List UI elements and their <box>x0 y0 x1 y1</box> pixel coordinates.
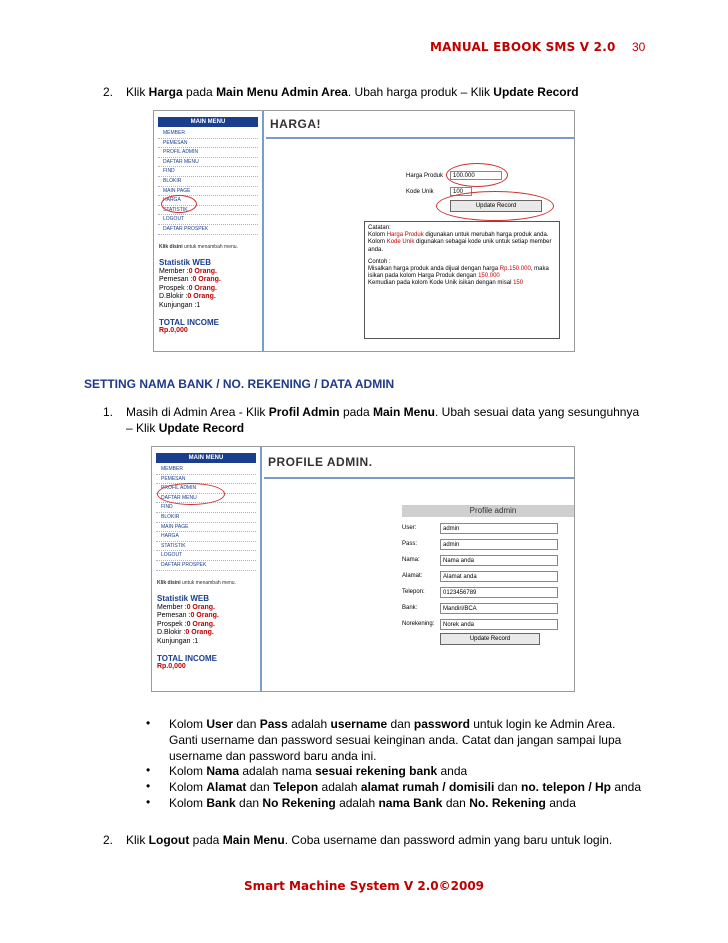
bullet-user-pass-line2: Ganti username dan password sesuai keinginan anda. Catat dan jangan sampai lupa <box>169 733 622 747</box>
harga-produk-label: Harga Produk <box>406 173 444 179</box>
stat-label: D.Blokir : <box>157 629 186 637</box>
text-fragment: dan <box>442 796 470 810</box>
kode-unik-label: Kode Unik <box>406 189 434 195</box>
text-fragment: Harga Produk <box>386 232 424 239</box>
text-fragment: username <box>330 717 388 731</box>
menu-item[interactable]: DAFTAR PROSPEK <box>156 561 256 571</box>
stat-line <box>159 293 257 302</box>
text-fragment: anda <box>610 780 642 794</box>
bullet-nama <box>169 763 467 779</box>
field-label: User: <box>402 525 417 531</box>
stat-value: 1 <box>194 637 199 645</box>
main-menu-heading: MAIN MENU <box>156 453 256 463</box>
stat-label: Kunjungan : <box>157 637 195 645</box>
add-menu-note <box>159 244 257 250</box>
main-menu-heading: MAIN MENU <box>158 117 258 127</box>
stat-value: 0 Orang. <box>185 629 214 637</box>
text-fragment: Kolom <box>368 232 387 239</box>
text-fragment: Telepon <box>273 780 319 794</box>
profile-admin-screenshot <box>151 446 575 692</box>
stat-value: 0 Orang. <box>192 276 221 284</box>
text-fragment: Pass <box>259 717 288 731</box>
bullet-alamat-telepon <box>169 779 641 795</box>
menu-item[interactable]: MAIN PAGE <box>156 523 256 533</box>
panel-divider <box>266 137 574 139</box>
menu-item[interactable]: DAFTAR MENU <box>158 158 258 168</box>
total-income-value: Rp.0,000 <box>157 663 186 671</box>
text-fragment: Masih di Admin Area - Klik <box>126 405 269 419</box>
text-fragment: Main Menu <box>373 405 435 419</box>
menu-item[interactable]: LOGOUT <box>158 215 258 225</box>
section-heading: SETTING NAMA BANK / NO. REKENING / DATA ADMIN <box>84 377 395 391</box>
text-fragment: No Rekening <box>262 796 336 810</box>
text-fragment: Klik <box>126 833 149 847</box>
text-fragment: Logout <box>148 833 190 847</box>
text-fragment: pada <box>339 405 373 419</box>
text-fragment: – Klik <box>126 421 159 435</box>
page-header <box>0 40 728 60</box>
text-fragment: dan <box>233 717 260 731</box>
menu-item[interactable]: PEMESAN <box>156 475 256 485</box>
step-logout-number: 2. <box>103 833 114 847</box>
text-fragment: Alamat <box>206 780 247 794</box>
text-fragment: anda <box>545 796 576 810</box>
menu-item[interactable]: STATISTIK <box>158 206 258 216</box>
stat-label: Member : <box>159 267 189 275</box>
note-line <box>368 232 556 239</box>
menu-item[interactable]: FIND <box>156 503 256 513</box>
text-fragment: Kolom <box>169 717 207 731</box>
nama-input[interactable]: Nama anda <box>440 555 558 566</box>
text-fragment: , maka isikan pada kolom Harga Produk dengan <box>368 266 549 280</box>
norekening-input[interactable]: Norek anda <box>440 619 558 630</box>
stat-title: Statistik WEB <box>157 593 210 603</box>
text-fragment: User <box>206 717 234 731</box>
text-fragment: adalah <box>335 796 379 810</box>
menu-item[interactable]: MEMBER <box>156 465 256 475</box>
stat-line <box>159 302 257 311</box>
highlight-circle <box>157 483 225 505</box>
bullet-dot: • <box>146 763 151 777</box>
stat-label: Kunjungan : <box>159 301 197 309</box>
total-income-title: TOTAL INCOME <box>159 318 219 328</box>
menu-item-profil-admin[interactable]: PROFIL ADMIN <box>156 484 256 494</box>
step-harga-number: 2. <box>103 85 114 99</box>
text-fragment: untuk login ke Admin Area. <box>469 717 616 731</box>
profile-form-title: Profile admin <box>402 505 575 517</box>
stat-line <box>157 629 255 638</box>
text-fragment: no. telepon / Hp <box>520 780 611 794</box>
text-fragment: dan <box>246 780 274 794</box>
page-number: 30 <box>632 40 646 54</box>
text-fragment: dan <box>235 796 263 810</box>
bullet-user-pass-line1 <box>169 716 645 732</box>
total-income-title: TOTAL INCOME <box>157 654 217 664</box>
menu-item[interactable]: DAFTAR MENU <box>156 494 256 504</box>
field-label: Pass: <box>402 541 418 547</box>
text-fragment: pada <box>189 833 223 847</box>
text-fragment: digunakan untuk merubah harga produk anda. <box>423 232 549 239</box>
stat-line <box>159 285 257 294</box>
menu-item[interactable]: PROFIL ADMIN <box>158 148 258 158</box>
text-fragment: Misalkan harga produk anda dijual dengan harga <box>368 266 500 273</box>
stat-label: D.Blokir : <box>159 293 188 301</box>
user-input[interactable]: admin <box>440 523 558 534</box>
text-fragment: Profil Admin <box>268 405 340 419</box>
stat-line <box>157 621 255 630</box>
note-line: Contoh : <box>368 258 391 265</box>
bullet-dot: • <box>146 779 151 793</box>
stat-line <box>157 612 255 621</box>
update-record-button[interactable]: Update Record <box>450 200 542 212</box>
stat-title: Statistik WEB <box>159 257 212 267</box>
stat-label: Prospek : <box>159 284 189 292</box>
harga-screenshot <box>153 110 575 352</box>
text-fragment: adalah nama <box>239 764 316 778</box>
highlight-circle <box>446 163 508 187</box>
text-fragment: Rp.150.000 <box>499 266 531 273</box>
kode-unik-input[interactable]: 100 <box>450 187 472 196</box>
catatan-box <box>364 221 560 339</box>
menu-item[interactable]: DAFTAR PROSPEK <box>158 225 258 235</box>
menu-item[interactable]: LOGOUT <box>156 551 256 561</box>
menu-item[interactable]: STATISTIK <box>156 542 256 552</box>
stat-label: Prospek : <box>157 620 187 628</box>
menu-item[interactable]: MAIN PAGE <box>158 187 258 197</box>
bullet-dot: • <box>146 716 151 730</box>
add-menu-link[interactable]: Klik disini <box>159 243 183 250</box>
harga-produk-input[interactable]: 100.000 <box>450 171 502 180</box>
menu-item[interactable]: FIND <box>158 167 258 177</box>
bullet-dot: • <box>146 795 151 809</box>
text-fragment: No. Rekening <box>469 796 546 810</box>
field-label: Norekening: <box>402 621 435 627</box>
text-fragment: digunakan sebagai kode unik untuk setiap member anda. <box>368 239 552 253</box>
main-menu-sidebar <box>154 111 264 351</box>
text-fragment: pada <box>182 85 217 99</box>
telepon-input[interactable]: 0123456789 <box>440 587 558 598</box>
text-fragment: 150 <box>513 280 524 287</box>
stat-value: 1 <box>196 301 201 309</box>
text-fragment: Kolom <box>169 764 207 778</box>
text-fragment: Kolom <box>169 780 207 794</box>
menu-item[interactable]: BLOKIR <box>158 177 258 187</box>
profile-admin-form <box>402 505 575 642</box>
text-fragment: password <box>413 717 470 731</box>
text-fragment: untuk menambah menu. <box>182 243 238 250</box>
stat-value: 0 Orang. <box>186 620 215 628</box>
step-profil-number: 1. <box>103 405 114 419</box>
text-fragment: Main Menu <box>222 833 285 847</box>
step-harga-text <box>126 84 579 100</box>
stat-line <box>157 638 255 647</box>
text-fragment: Klik <box>126 85 149 99</box>
menu-item[interactable]: BLOKIR <box>156 513 256 523</box>
text-fragment: . Coba username dan password admin yang baru untuk login. <box>284 833 613 847</box>
stat-label: Pemesan : <box>159 276 193 284</box>
stat-label: Member : <box>157 603 187 611</box>
pass-input[interactable]: admin <box>440 539 558 550</box>
text-fragment: . Ubah harga produk – Klik <box>347 85 494 99</box>
text-fragment: adalah <box>287 717 331 731</box>
text-fragment: dan <box>494 780 521 794</box>
text-fragment: Main Menu Admin Area <box>216 85 348 99</box>
bullet-user-pass-line3: username dan password baru anda ini. <box>169 749 377 763</box>
stat-line <box>157 604 255 613</box>
text-fragment: Bank <box>206 796 236 810</box>
text-fragment: Harga <box>148 85 183 99</box>
add-menu-note <box>157 580 255 586</box>
step-profil-text-line2 <box>126 420 244 436</box>
manual-title: MANUAL EBOOK SMS V 2.0 <box>430 40 616 54</box>
field-label: Telepon: <box>402 589 425 595</box>
stat-value: 0 Orang. <box>187 293 216 301</box>
alamat-input[interactable]: Alamat anda <box>440 571 558 582</box>
add-menu-link[interactable]: Klik disini <box>157 579 181 586</box>
text-fragment: untuk menambah menu. <box>180 579 236 586</box>
note-line <box>368 239 556 253</box>
stat-label: Pemesan : <box>157 612 191 620</box>
stat-value: 0 Orang. <box>190 612 219 620</box>
text-fragment: Nama <box>206 764 240 778</box>
stat-value: 0 Orang. <box>188 284 217 292</box>
menu-item-harga[interactable]: HARGA <box>158 196 258 206</box>
field-label: Nama: <box>402 557 420 563</box>
highlight-circle <box>436 191 554 221</box>
text-fragment: adalah <box>318 780 361 794</box>
note-line <box>368 280 556 287</box>
stat-value: 0 Orang. <box>186 603 215 611</box>
profile-admin-title: PROFILE ADMIN. <box>268 455 373 469</box>
text-fragment: 150.000 <box>478 273 500 280</box>
panel-divider <box>264 477 574 479</box>
step-profil-text-line1 <box>126 404 639 420</box>
text-fragment: Kolom <box>368 239 387 246</box>
stat-line <box>159 268 257 277</box>
update-record-button[interactable]: Update Record <box>440 633 540 645</box>
text-fragment: Kolom <box>169 796 207 810</box>
menu-item[interactable]: HARGA <box>156 532 256 542</box>
bullet-bank-rekening <box>169 795 576 811</box>
menu-item[interactable]: PEMESAN <box>158 139 258 149</box>
text-fragment: alamat rumah / domisili <box>360 780 495 794</box>
total-income-value: Rp.0,000 <box>159 327 188 335</box>
bank-input[interactable]: Mandiri/BCA <box>440 603 558 614</box>
field-label: Bank: <box>402 605 418 611</box>
stat-line <box>159 276 257 285</box>
menu-item[interactable]: MEMBER <box>158 129 258 139</box>
text-fragment: Update Record <box>493 85 579 99</box>
note-line: Catatan: <box>368 225 391 231</box>
text-fragment: sesuai rekening bank <box>315 764 438 778</box>
highlight-circle <box>161 195 197 213</box>
stat-value: 0 Orang. <box>188 267 217 275</box>
text-fragment: Update Record <box>158 421 245 435</box>
text-fragment: anda <box>437 764 468 778</box>
text-fragment: Kemudian pada kolom Kode Unik isikan dengan misal <box>368 280 514 287</box>
page-footer: Smart Machine System V 2.0©2009 <box>243 879 485 893</box>
text-fragment: . Ubah sesuai data yang sesunguhnya <box>435 405 640 419</box>
text-fragment: nama Bank <box>378 796 443 810</box>
step-logout-text <box>126 832 612 848</box>
field-label: Alamat: <box>402 573 423 579</box>
harga-title: HARGA! <box>270 117 321 131</box>
text-fragment: Kode Unik <box>386 239 415 246</box>
note-line <box>368 266 556 280</box>
text-fragment: dan <box>387 717 414 731</box>
